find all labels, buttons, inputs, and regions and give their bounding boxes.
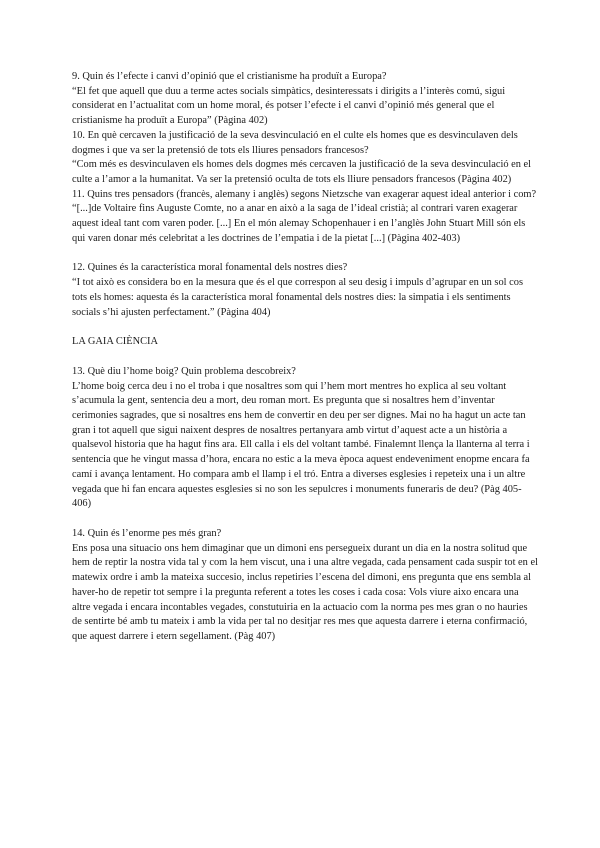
question-10: 10. En què cercaven la justificació de la seva desvinculació en el culte els homes que es desvinculaven dels dogmes i que va ser la pretensió de tots els lliures pensadors francesos? [72,129,518,156]
answer-14: Ens posa una situacio ons hem dimaginar que un dimoni ens persegueix durant un dia en la nostra solitud que hem de reptir la nostra vida tal y com la hem viscut, una i una altre vegada, cada pensament cada suspir tot en el matewix ordre i amb la mateixa succesio, inclus repetiries l’escena del dimoni, ens pregunta que ens sembla al haver-ho de repetir tot sempre i la pregunta referent a totes les coses i cada cosa: Vols viure aixo encara una altre vegada i encara incontables vegades, constutuiria en la actuacio com la norma pes mes gran o no hauries de sentirte bé amb tu mateix i amb la vida per tal no desitjar res mes que aquesta darrere i eterna confirmació, que aquest darrere i etern segellament. (Pàg 407) [72,542,538,642]
spacer [72,246,538,261]
answer-9: “El fet que aquell que duu a terme actes socials simpàtics, desinteressats i dirigits a l’interès comú, sigui considerat en l’actualitat com un home moral, és potser l’efecte i el canvi d’opinió més general que el cristianisme ha produït a Europa” (Pàgina 402) [72,85,506,127]
section-heading: LA GAIA CIÈNCIA [72,336,159,348]
question-14: 14. Quin és l’enorme pes més gran? [72,527,222,539]
answer-12: “I tot això es considera bo en la mesura que és el que correspon al seu desig i impuls d’agrupar en un sol cos tots els homes: aquesta és la característica moral fonamental dels nostres dies: la simpatia i els sentiments socials s’hi ajusten perfectament.” (Pàgina 404) [72,277,523,318]
answer-13: L’home boig cerca deu i no el troba i que nosaltres som qui l’hem mort mentres ho explica al seu voltant s’acumula la gent, sentencia deu a mort, deu roman mort. Es pregunta que si nosaltres hem d’inventar cerimonies sagrades, que si nosaltres ens hem de convertir en deu per ser dignes. Mai no ha hagut un acte tan gran i tot aquell que sigui naixent despres de nosaltres pertanyara amb virtut d’aquest acte a un història a qualsevol historia que ha hagut fins ara. Ell calla i els del voltant també. Finalemnt llença la llanterna al terra i sentencia que he vingut massa d’hora, encara no estic a la meva època aquest endeveniment enopme encara fa camí i avança lentament. Ho compara amb el llamp i el tró. Entra a diverses esglesies i repeteix una i un altre vegada que hi fan encara aquestes esglesies si no son les sepulcres i monuments funeraris de deu? (Pàg 405-406) [72,380,530,510]
question-block-12 [72,261,538,320]
question-block-10 [72,129,538,188]
spacer [72,320,538,335]
answer-10: “Com més es desvinculaven els homes dels dogmes més cercaven la justificació de la seva desvinculació en el culte a l’amor a la humanitat. Va ser la pretensió oculta de tots els lliure pensadors francesos (Pàgina 402) [72,159,532,185]
spacer [72,350,538,365]
spacer [72,512,538,527]
question-13: 13. Què diu l’home boig? Quin problema descobreix? [72,365,296,377]
question-12: 12. Quines és la característica moral fonamental dels nostres dies? [72,262,348,274]
question-block-14 [72,527,538,645]
question-block-13 [72,365,538,512]
question-block-11 [72,188,538,247]
document-page [72,70,538,645]
question-block-9 [72,70,538,129]
question-9: 9. Quin és l’efecte i canvi d’opinió que el cristianisme ha produït a Europa? [72,71,387,82]
question-11: 11. Quins tres pensadors (francès, alemany i anglès) segons Nietzsche van exagerar aquest ideal anterior i com? [72,188,537,200]
answer-11: “[...]de Voltaire fins Auguste Comte, no a anar en això a la saga de l’ideal cristià; al contrari varen exagerar aquest ideal tant com varen poder. [...] En el món alemay Schopenhauer i en l’anglès John Stuart Mill són els qui varen donar més celebritat a les doctrines de l’empatia i de la pietat [...] (Pàgina 402-403) [72,203,526,244]
